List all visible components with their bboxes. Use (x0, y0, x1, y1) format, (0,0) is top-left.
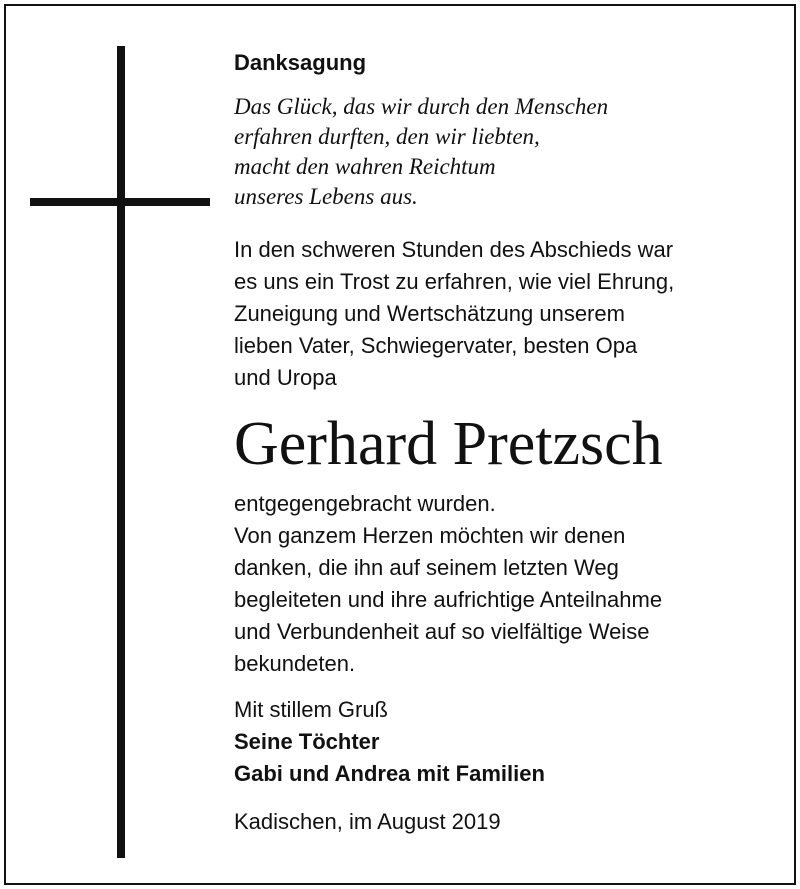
body-line: danken, die ihn auf seinem letzten Weg (234, 555, 619, 580)
body-line: entgegengebracht wurden. (234, 491, 496, 516)
signature-line: Seine Töchter (234, 729, 380, 754)
notice-content (234, 46, 764, 838)
quote-line: unseres Lebens aus. (234, 184, 418, 209)
intro-line: es uns ein Trost zu erfahren, wie viel Ehrung, (234, 269, 675, 294)
quote (234, 92, 764, 212)
place-date: Kadischen, im August 2019 (234, 809, 501, 834)
cross-icon-vertical-bar (117, 46, 125, 858)
closing-greeting: Mit stillem Gruß (234, 697, 388, 722)
heading: Danksagung (234, 50, 367, 75)
quote-line: macht den wahren Reichtum (234, 154, 496, 179)
closing-block (234, 694, 764, 790)
intro-line: und Uropa (234, 365, 337, 390)
quote-line: Das Glück, das wir durch den Menschen (234, 94, 609, 119)
intro-line: In den schweren Stunden des Abschieds war (234, 237, 674, 262)
body-line: Von ganzem Herzen möchten wir denen (234, 523, 626, 548)
body-paragraph (234, 488, 764, 680)
intro-line: lieben Vater, Schwiegervater, besten Opa (234, 333, 638, 358)
intro-paragraph (234, 234, 764, 394)
quote-line: erfahren durften, den wir liebten, (234, 124, 540, 149)
cross-icon-horizontal-bar (30, 198, 210, 206)
obituary-notice-frame (4, 4, 796, 885)
signature-line: Gabi und Andrea mit Familien (234, 761, 545, 786)
intro-line: Zuneigung und Wertschätzung unserem (234, 301, 625, 326)
body-line: und Verbundenheit auf so vielfältige Weise (234, 619, 650, 644)
deceased-name: Gerhard Pretzsch (234, 410, 663, 478)
body-line: bekundeten. (234, 651, 356, 676)
body-line: begleiteten und ihre aufrichtige Anteilnahme (234, 587, 663, 612)
